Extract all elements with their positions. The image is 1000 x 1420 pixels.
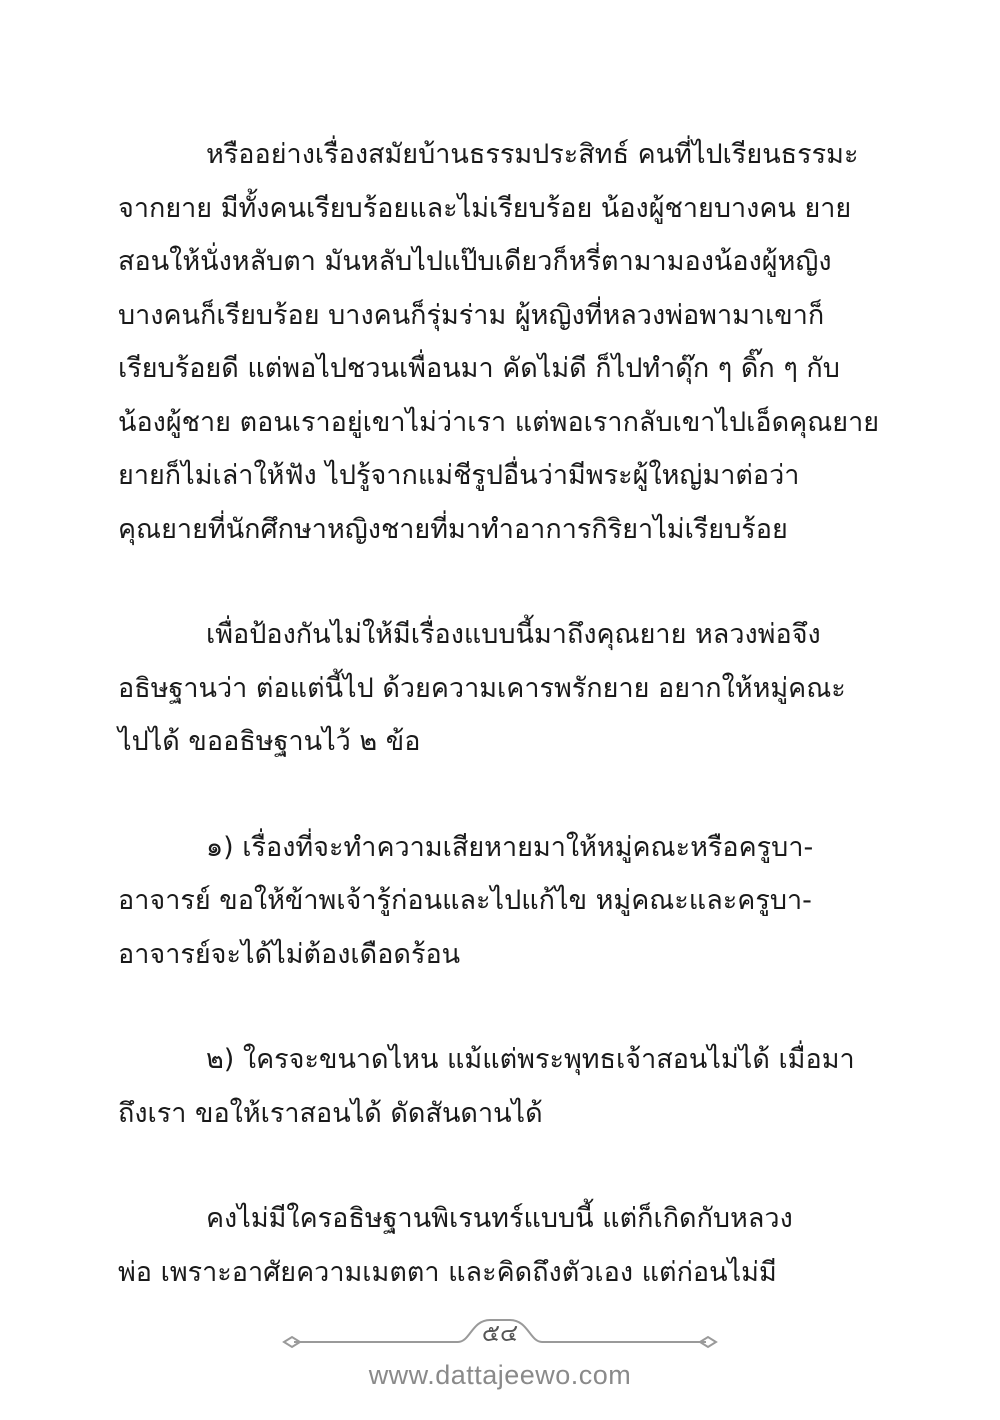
paragraph-1 (118, 128, 880, 556)
text-line: อาจารย์จะได้ไม่ต้องเดือดร้อน (118, 938, 461, 970)
paragraph-2 (118, 608, 846, 769)
text-line: ไปได้ ขออธิษฐานไว้ ๒ ข้อ (118, 726, 421, 757)
website-url: www.dattajeewo.com (368, 1360, 632, 1390)
page-footer (0, 1310, 1000, 1420)
text-line: น้องผู้ชาย ตอนเราอยู่เขาไม่ว่าเรา แต่พอเรากลับเขาไปเอ็ดคุณยาย (118, 406, 880, 438)
paragraph-3 (118, 1192, 832, 1299)
text-line: อธิษฐานว่า ต่อแต่นี้ไป ด้วยความเคารพรักยาย อยากให้หมู่คณะ (118, 672, 846, 704)
text-line: ๒) ใครจะขนาดไหน แม้แต่พระพุทธเจ้าสอนไม่ได้ เมื่อมา (206, 1044, 855, 1075)
text-line: คงไม่มีใครอธิษฐานพิเรนทร์แบบนี้ แต่ก็เกิดกับหลวง (206, 1203, 793, 1234)
text-line: สอนให้นั่งหลับตา มันหลับไปแป๊บเดียวก็หรี่ตามามองน้องผู้หญิง (118, 246, 832, 277)
text-line: ถึงเรา ขอให้เราสอนได้ ดัดสันดานได้ (118, 1097, 543, 1129)
text-line: พ่อ เพราะอาศัยความเมตตา และคิดถึงตัวเอง แต่ก่อนไม่มี (118, 1256, 777, 1288)
page-body (118, 128, 880, 1351)
text-line: อาจารย์ ขอให้ข้าพเจ้ารู้ก่อนและไปแก้ไข หมู่คณะและครูบา- (118, 885, 812, 916)
text-line: หรืออย่างเรื่องสมัยบ้านธรรมประสิทธ์ คนที่ไปเรียนธรรมะ (206, 139, 859, 170)
text-line: ยายก็ไม่เล่าให้ฟัง ไปรู้จากแม่ชีรูปอื่นว่ามีพระผู้ใหญ่มาต่อว่า (118, 460, 800, 491)
text-line: จากยาย มีทั้งคนเรียบร้อยและไม่เรียบร้อย น้องผู้ชายบางคน ยาย (118, 192, 852, 224)
text-line: บางคนก็เรียบร้อย บางคนก็รุ่มร่าม ผู้หญิงที่หลวงพ่อพามาเขาก็ (118, 299, 825, 331)
list-item-2 (118, 1033, 855, 1140)
list-item-1 (118, 821, 832, 982)
text-line: เรียบร้อยดี แต่พอไปชวนเพื่อนมา คัดไม่ดี ก็ไปทำดุ๊ก ๆ ดิ๊ก ๆ กับ (118, 353, 840, 384)
text-line: เพื่อป้องกันไม่ให้มีเรื่องแบบนี้มาถึงคุณยาย หลวงพ่อจึง (206, 619, 821, 650)
text-line: ๑) เรื่องที่จะทำความเสียหายมาให้หมู่คณะหรือครูบา- (206, 831, 814, 863)
text-line: คุณยายที่นักศึกษาหญิงชายที่มาทำอาการกิริยาไม่เรียบร้อย (118, 513, 788, 545)
page-number: ๕๔ (481, 1319, 519, 1347)
